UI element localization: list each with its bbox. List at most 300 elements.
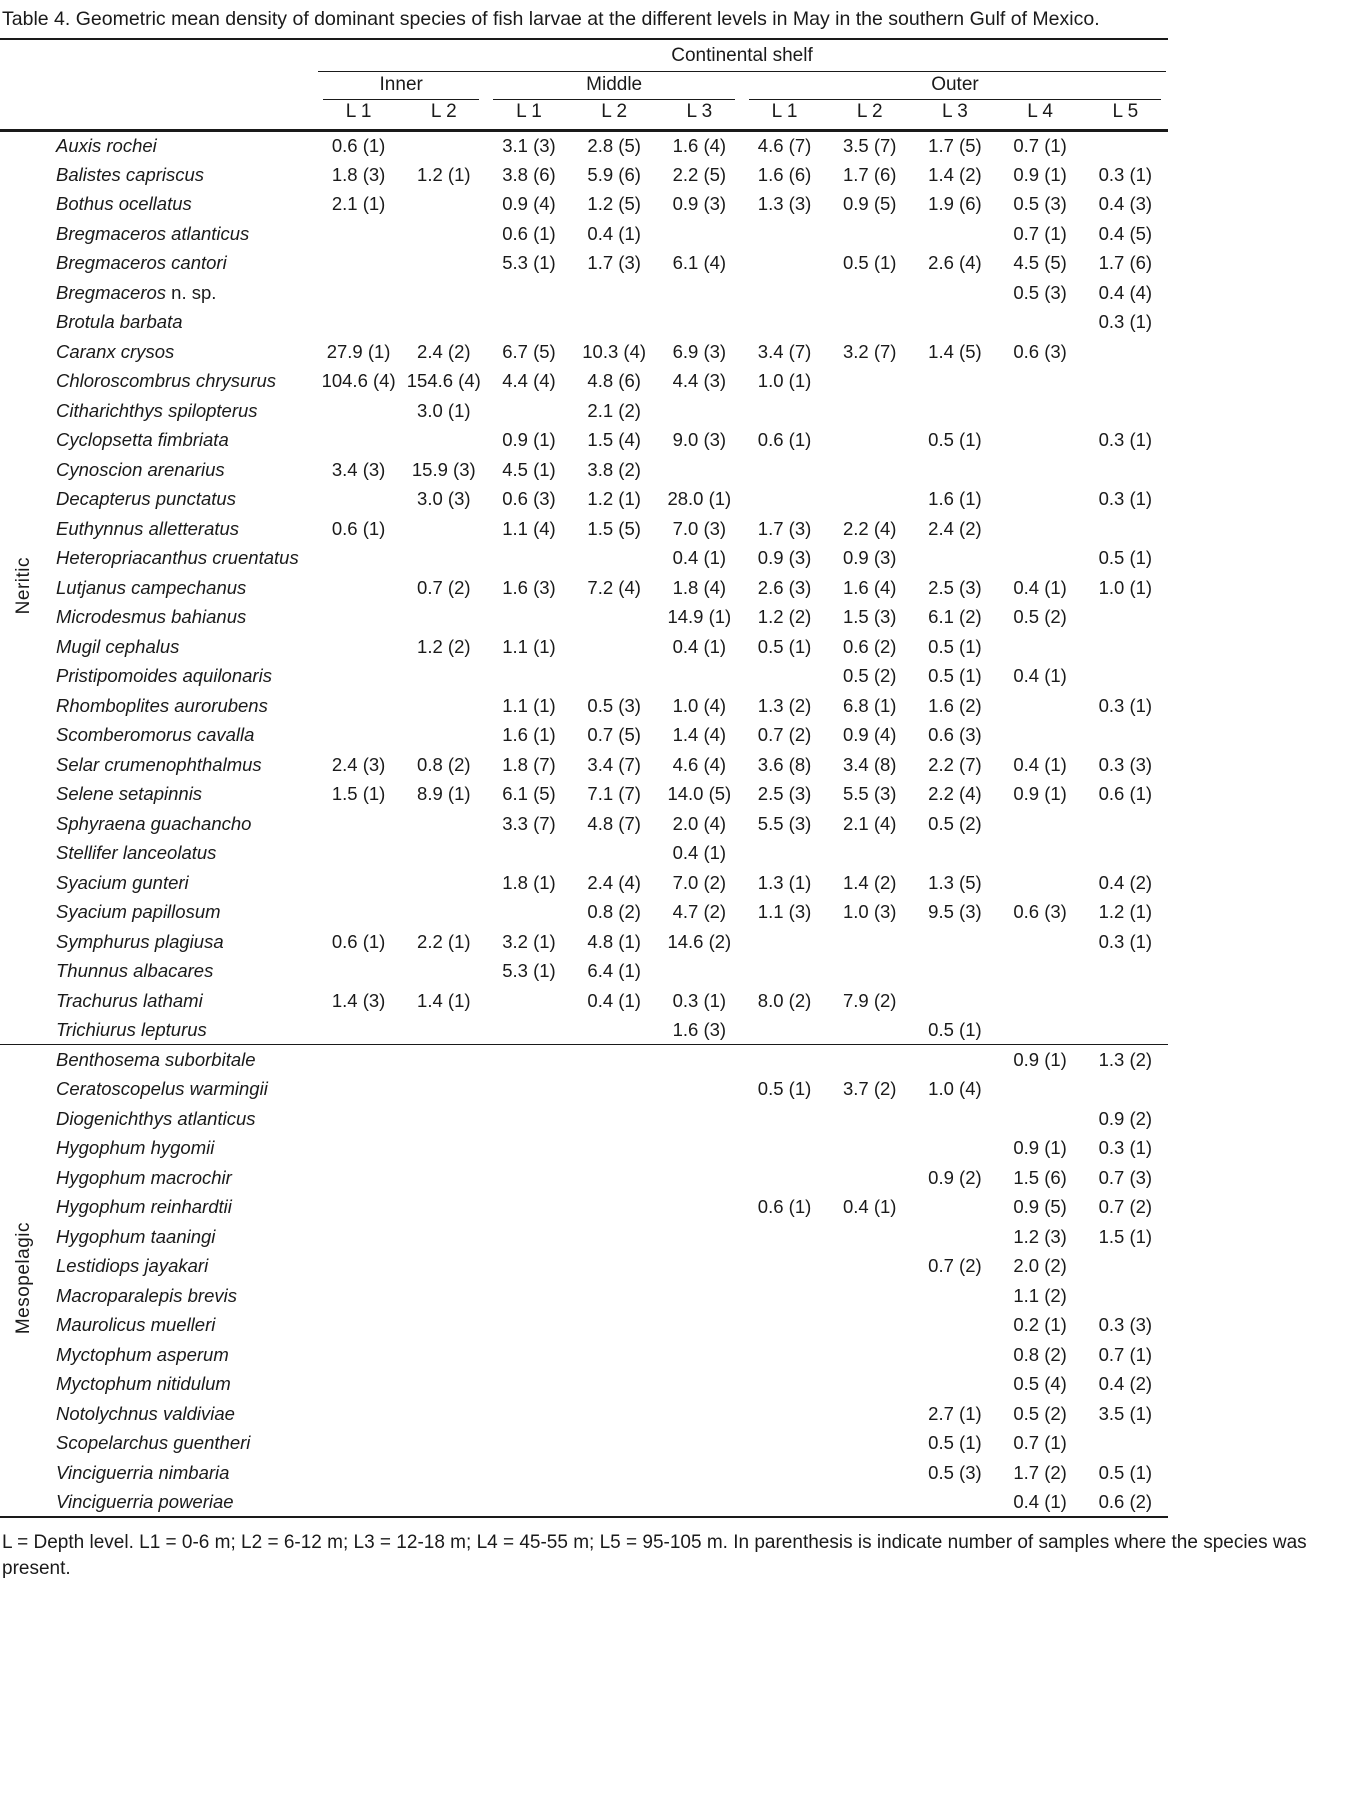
density-value: 1.7 (6): [842, 163, 897, 185]
density-value: 0.5 (2): [1013, 606, 1067, 628]
density-value: [998, 455, 1083, 485]
level-header: L 1: [486, 100, 571, 130]
species-name: Scomberomorus cavalla: [56, 724, 255, 746]
density-value: [657, 278, 742, 308]
density-value: [486, 1104, 571, 1134]
density-value: 0.9 (1): [502, 429, 556, 451]
group-label: Middle: [493, 74, 735, 100]
density-value: [827, 1458, 912, 1488]
species-name: Sphyraena guachancho: [56, 812, 252, 834]
density-value: 3.4 (3): [331, 458, 386, 480]
species-name: Stellifer lanceolatus: [56, 842, 217, 864]
density-value: 1.3 (2): [757, 694, 812, 716]
density-value: 0.7 (2): [417, 576, 471, 598]
density-value: [912, 1340, 997, 1370]
density-value: [657, 455, 742, 485]
species-name: Myctophum asperum: [56, 1343, 229, 1365]
group-header-outer: [742, 72, 1168, 100]
density-value: [657, 1458, 742, 1488]
density-value: 0.5 (3): [1013, 193, 1067, 215]
group-header-middle: [486, 72, 742, 100]
density-value: 0.6 (3): [1013, 340, 1067, 362]
density-value: 4.5 (1): [502, 458, 556, 480]
density-value: 0.6 (3): [928, 724, 982, 746]
density-value: [998, 632, 1083, 662]
level-header: L 3: [912, 100, 997, 130]
density-value: 0.6 (1): [1098, 783, 1153, 805]
density-value: 2.2 (7): [928, 753, 982, 775]
density-value: [572, 1340, 657, 1370]
density-value: [316, 602, 401, 632]
density-value: [316, 1222, 401, 1252]
species-name: Cynoscion arenarius: [56, 458, 225, 480]
species-row: [0, 632, 1168, 662]
density-value: 0.5 (1): [842, 252, 897, 274]
density-value: [657, 219, 742, 249]
species-name: Macroparalepis brevis: [56, 1284, 237, 1306]
species-row: [0, 1045, 1168, 1075]
density-value: 0.3 (1): [672, 989, 727, 1011]
density-value: [742, 1045, 827, 1075]
density-value: [401, 602, 486, 632]
density-value: [827, 1487, 912, 1517]
density-value: [657, 1310, 742, 1340]
density-value: [401, 278, 486, 308]
density-value: [998, 868, 1083, 898]
density-value: 1.0 (3): [842, 901, 897, 923]
density-value: 0.9 (1): [1013, 1048, 1067, 1070]
density-value: 2.1 (2): [587, 399, 641, 421]
density-value: 1.8 (3): [331, 163, 386, 185]
density-value: [316, 897, 401, 927]
density-value: 2.1 (1): [331, 193, 386, 215]
density-value: 0.5 (1): [912, 1015, 997, 1045]
density-value: [486, 543, 571, 573]
density-value: 2.2 (4): [842, 517, 897, 539]
density-value: 1.4 (3): [331, 989, 386, 1011]
density-value: 0.7 (1): [1013, 222, 1067, 244]
density-value: [486, 1251, 571, 1281]
species-row: [0, 750, 1168, 780]
density-value: 0.4 (1): [672, 842, 727, 864]
density-value: [401, 691, 486, 721]
species-name: Cyclopsetta fimbriata: [56, 429, 229, 451]
species-name: Benthosema suborbitale: [56, 1048, 256, 1070]
density-value: [912, 927, 997, 957]
density-value: [316, 396, 401, 426]
density-value: [1083, 956, 1168, 986]
density-value: 0.9 (4): [842, 724, 897, 746]
species-row: [0, 366, 1168, 396]
density-value: [316, 1487, 401, 1517]
density-value: 7.0 (3): [672, 517, 727, 539]
density-value: 0.9 (2): [1098, 1107, 1153, 1129]
species-name: Bregmaceros atlanticus: [56, 222, 250, 244]
density-value: [486, 897, 571, 927]
density-value: 0.6 (1): [331, 930, 386, 952]
section-label-mesopelagic: [0, 1045, 48, 1517]
density-value: [657, 1222, 742, 1252]
density-value: 0.5 (1): [928, 635, 982, 657]
density-value: 2.7 (1): [928, 1402, 982, 1424]
density-value: [912, 1192, 997, 1222]
density-value: [486, 661, 571, 691]
density-value: [401, 1428, 486, 1458]
density-value: [998, 1074, 1083, 1104]
density-value: 0.7 (1): [1013, 134, 1067, 156]
density-value: 0.3 (1): [1098, 429, 1153, 451]
density-value: 1.0 (4): [672, 694, 727, 716]
density-value: [998, 484, 1083, 514]
density-value: 0.7 (2): [928, 1255, 982, 1277]
species-row: [0, 278, 1168, 308]
species-name: Selene setapinnis: [56, 783, 203, 805]
density-value: [742, 1163, 827, 1193]
density-value: [401, 189, 486, 219]
continental-shelf-row: [0, 40, 1168, 72]
density-value: 0.6 (1): [757, 1196, 812, 1218]
level-header: L 1: [742, 100, 827, 130]
density-value: 3.4 (7): [587, 753, 641, 775]
density-value: [912, 219, 997, 249]
density-value: [316, 1015, 401, 1045]
species-row: [0, 337, 1168, 367]
density-value: [316, 1045, 401, 1075]
density-value: 2.0 (2): [1013, 1255, 1067, 1277]
density-value: 0.6 (3): [502, 488, 556, 510]
density-value: [486, 1340, 571, 1370]
density-value: 6.9 (3): [672, 340, 727, 362]
density-value: [316, 1428, 401, 1458]
density-value: [827, 455, 912, 485]
species-name: Scopelarchus guentheri: [56, 1432, 251, 1454]
density-value: 6.8 (1): [842, 694, 897, 716]
density-value: [572, 1015, 657, 1045]
density-value: [401, 130, 486, 160]
density-value: 0.5 (1): [928, 665, 982, 687]
species-name: Lestidiops jayakari: [56, 1255, 209, 1277]
density-value: [401, 1399, 486, 1429]
density-value: [912, 1222, 997, 1252]
density-value: [827, 1369, 912, 1399]
density-value: 0.5 (1): [1098, 1461, 1153, 1483]
species-name: Chloroscombrus chrysurus: [56, 370, 277, 392]
density-value: [486, 1310, 571, 1340]
density-value: 3.4 (8): [842, 753, 897, 775]
density-value: 0.8 (2): [587, 901, 641, 923]
density-value: [316, 278, 401, 308]
density-value: [572, 1310, 657, 1340]
density-value: [1083, 130, 1168, 160]
species-row: [0, 425, 1168, 455]
density-value: 0.3 (1): [1098, 488, 1153, 510]
density-value: [572, 838, 657, 868]
density-value: [401, 307, 486, 337]
density-value: [486, 1192, 571, 1222]
species-name: Thunnus albacares: [56, 960, 214, 982]
density-value: 4.8 (6): [587, 370, 641, 392]
density-value: 0.2 (1): [1013, 1314, 1067, 1336]
density-value: 0.4 (1): [1013, 576, 1067, 598]
density-value: 1.2 (5): [587, 193, 641, 215]
density-value: 1.6 (6): [757, 163, 812, 185]
density-value: 0.3 (3): [1098, 1314, 1153, 1336]
density-value: [401, 809, 486, 839]
density-value: [742, 484, 827, 514]
density-value: 9.5 (3): [928, 901, 982, 923]
species-row: [0, 1074, 1168, 1104]
density-value: 3.2 (7): [842, 340, 897, 362]
species-row: [0, 189, 1168, 219]
density-value: 1.7 (3): [587, 252, 641, 274]
density-value: [316, 543, 401, 573]
density-value: [316, 1310, 401, 1340]
density-value: [572, 632, 657, 662]
density-value: 0.9 (1): [1013, 163, 1067, 185]
density-value: 2.1 (4): [842, 812, 897, 834]
species-name: Lutjanus campechanus: [56, 576, 247, 598]
density-value: 1.4 (2): [928, 163, 982, 185]
density-value: [657, 1192, 742, 1222]
density-value: 6.1 (4): [672, 252, 727, 274]
density-value: [572, 602, 657, 632]
section-label-text: Neritic: [13, 556, 34, 615]
density-value: 0.5 (2): [842, 665, 897, 687]
density-value: [742, 1310, 827, 1340]
density-value: [827, 484, 912, 514]
density-value: [316, 219, 401, 249]
section-mesopelagic: [0, 1045, 1168, 1517]
species-row: [0, 396, 1168, 426]
density-value: 1.0 (4): [928, 1078, 982, 1100]
density-value: 1.3 (1): [757, 871, 812, 893]
density-value: [401, 1251, 486, 1281]
density-value: 1.5 (6): [1013, 1166, 1067, 1188]
density-value: [912, 396, 997, 426]
density-value: [486, 1045, 571, 1075]
density-value: 5.3 (1): [502, 960, 556, 982]
species-row: [0, 484, 1168, 514]
density-value: [401, 1133, 486, 1163]
density-value: 0.9 (3): [757, 547, 812, 569]
density-value: 0.4 (1): [587, 222, 641, 244]
density-value: 2.6 (3): [757, 576, 812, 598]
density-value: 4.8 (7): [587, 812, 641, 834]
density-value: [316, 838, 401, 868]
density-value: 1.5 (1): [331, 783, 386, 805]
species-row: [0, 1251, 1168, 1281]
density-value: 0.8 (2): [1013, 1343, 1067, 1365]
density-value: [401, 1340, 486, 1370]
density-value: [827, 927, 912, 957]
density-value: 2.5 (3): [757, 783, 812, 805]
density-value: [572, 1251, 657, 1281]
density-value: 5.5 (3): [842, 783, 897, 805]
density-value: 1.5 (4): [587, 429, 641, 451]
species-name: Notolychnus valdiviae: [56, 1402, 235, 1424]
species-row: [0, 219, 1168, 249]
species-name: Symphurus plagiusa: [56, 930, 224, 952]
density-value: [572, 1222, 657, 1252]
density-value: 1.6 (4): [672, 134, 727, 156]
density-value: 2.4 (3): [331, 753, 386, 775]
density-value: [742, 1428, 827, 1458]
density-value: [572, 1192, 657, 1222]
density-value: 0.3 (1): [1098, 163, 1153, 185]
species-row: [0, 1163, 1168, 1193]
density-value: [316, 720, 401, 750]
density-value: 1.6 (1): [928, 488, 982, 510]
species-name: Ceratoscopelus warmingii: [56, 1078, 268, 1100]
density-value: [486, 1163, 571, 1193]
species-row: [0, 691, 1168, 721]
density-value: [657, 1369, 742, 1399]
density-value: 14.6 (2): [667, 930, 732, 952]
density-value: [316, 661, 401, 691]
group-header-inner: [316, 72, 486, 100]
density-value: 6.7 (5): [502, 340, 556, 362]
density-value: [742, 1487, 827, 1517]
level-header: L 2: [827, 100, 912, 130]
species-name: Diogenichthys atlanticus: [56, 1107, 256, 1129]
density-value: [401, 1487, 486, 1517]
species-row: [0, 573, 1168, 603]
density-value: [1083, 602, 1168, 632]
density-value: [401, 956, 486, 986]
density-value: [401, 1310, 486, 1340]
density-value: [657, 1340, 742, 1370]
density-value: [827, 1251, 912, 1281]
density-value: 3.4 (7): [757, 340, 812, 362]
density-value: 0.5 (4): [1013, 1373, 1067, 1395]
density-value: [401, 514, 486, 544]
density-value: [1083, 514, 1168, 544]
density-value: 1.8 (7): [502, 753, 556, 775]
species-row: [0, 1399, 1168, 1429]
density-value: [486, 1222, 571, 1252]
density-value: [401, 1045, 486, 1075]
density-value: [912, 1133, 997, 1163]
species-name: Decapterus punctatus: [56, 488, 236, 510]
species-name: Hygophum reinhardtii: [56, 1196, 232, 1218]
density-value: [657, 1104, 742, 1134]
density-value: 1.1 (1): [502, 635, 556, 657]
density-value: [486, 1133, 571, 1163]
density-value: [827, 1222, 912, 1252]
species-name: Mugil cephalus: [56, 635, 180, 657]
table-caption: Table 4. Geometric mean density of dominant species of fish larvae at the different levels in May in the southern Gulf of Mexico.: [0, 6, 1168, 40]
density-value: [827, 219, 912, 249]
density-value: 5.5 (3): [757, 812, 812, 834]
density-value: 0.6 (1): [331, 134, 386, 156]
density-value: 4.6 (4): [672, 753, 727, 775]
species-row: [0, 602, 1168, 632]
density-value: 1.6 (2): [928, 694, 982, 716]
density-value: 0.5 (2): [1013, 1402, 1067, 1424]
density-value: 14.0 (5): [667, 783, 732, 805]
density-value: [316, 248, 401, 278]
density-value: 0.6 (1): [331, 517, 386, 539]
density-value: 1.5 (1): [1098, 1225, 1153, 1247]
density-value: [401, 868, 486, 898]
density-value: [572, 661, 657, 691]
density-value: 0.6 (2): [842, 635, 897, 657]
density-value: [1083, 720, 1168, 750]
density-value: 104.6 (4): [321, 370, 396, 392]
density-value: 4.4 (4): [502, 370, 556, 392]
density-value: 1.0 (1): [757, 370, 812, 392]
density-value: 1.2 (2): [757, 606, 812, 628]
density-value: [316, 956, 401, 986]
density-value: [401, 838, 486, 868]
density-value: [316, 1369, 401, 1399]
density-value: [401, 1222, 486, 1252]
density-value: [742, 838, 827, 868]
density-value: 1.8 (1): [502, 871, 556, 893]
species-name: Trichiurus lepturus: [48, 1015, 316, 1045]
species-name: Vinciguerria nimbaria: [56, 1461, 230, 1483]
density-value: 1.2 (1): [417, 163, 471, 185]
density-value: [827, 1015, 912, 1045]
density-value: 1.4 (2): [842, 871, 897, 893]
density-value: [572, 1104, 657, 1134]
density-value: [1083, 1281, 1168, 1311]
density-value: 0.3 (1): [1098, 311, 1153, 333]
density-value: [912, 956, 997, 986]
density-value: 1.2 (3): [1013, 1225, 1067, 1247]
density-value: [401, 248, 486, 278]
density-value: [742, 1458, 827, 1488]
density-value: [572, 1428, 657, 1458]
density-value: [827, 838, 912, 868]
density-value: 0.9 (3): [672, 193, 727, 215]
density-value: 0.4 (1): [842, 1196, 897, 1218]
species-name: Bothus ocellatus: [56, 193, 192, 215]
density-value: [657, 396, 742, 426]
density-value: [827, 956, 912, 986]
density-value: [827, 1045, 912, 1075]
density-value: [316, 307, 401, 337]
density-value: 7.2 (4): [587, 576, 641, 598]
species-row: [0, 986, 1168, 1016]
density-value: 0.3 (3): [1098, 753, 1153, 775]
species-row: [0, 720, 1168, 750]
density-value: 3.7 (2): [842, 1078, 897, 1100]
density-value: 1.1 (2): [1013, 1284, 1067, 1306]
density-value: [1083, 1015, 1168, 1045]
density-value: 0.7 (1): [1098, 1343, 1153, 1365]
species-row: [0, 543, 1168, 573]
density-value: [486, 1074, 571, 1104]
density-value: 15.9 (3): [411, 458, 476, 480]
density-value: 6.1 (2): [928, 606, 982, 628]
density-value: 0.6 (1): [757, 429, 812, 451]
density-value: 3.5 (7): [842, 134, 897, 156]
density-value: [316, 691, 401, 721]
density-value: 0.4 (1): [672, 547, 727, 569]
density-value: 1.2 (1): [587, 488, 641, 510]
density-value: [742, 1340, 827, 1370]
density-value: [827, 1104, 912, 1134]
density-value: [912, 986, 997, 1016]
density-value: [401, 1163, 486, 1193]
section-label-text: Mesopelagic: [13, 1222, 34, 1335]
density-value: [572, 278, 657, 308]
species-row: [0, 1340, 1168, 1370]
species-row: [0, 455, 1168, 485]
density-value: [998, 956, 1083, 986]
density-value: [486, 1428, 571, 1458]
